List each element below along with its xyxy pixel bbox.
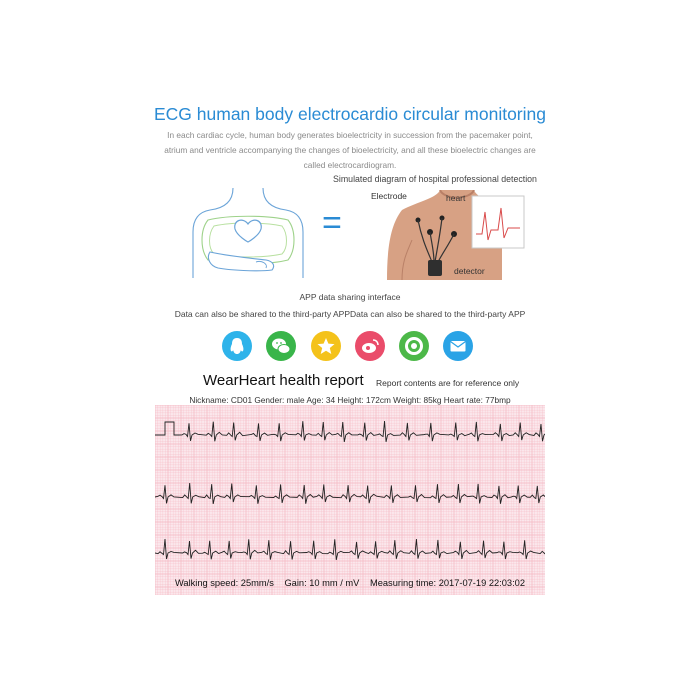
ecg-paper — [155, 405, 545, 595]
wechat-icon[interactable] — [266, 331, 296, 361]
report-note: Report contents are for reference only — [376, 378, 520, 388]
intro-line-1: In each cardiac cycle, human body generates bioelectricity in succession from the pacemaker point, — [167, 130, 533, 140]
equals-sign: = — [322, 204, 342, 242]
qq-penguin-icon[interactable] — [222, 331, 252, 361]
measurement-footer — [155, 578, 545, 588]
heart-label: heart — [446, 193, 466, 203]
intro-line-3: called electrocardiogram. — [303, 160, 397, 170]
body-outline-illustration — [188, 180, 308, 280]
moments-icon[interactable] — [399, 331, 429, 361]
mail-icon[interactable] — [443, 331, 473, 361]
gain: Gain: 10 mm / mV — [284, 578, 360, 588]
electrode-label: Electrode — [371, 191, 407, 201]
walking-speed: Walking speed: 25mm/s — [174, 578, 274, 588]
measuring-time: Measuring time: 2017-07-19 22:03:02 — [369, 578, 526, 588]
sharing-description: Data can also be shared to the third-party APPData can also be shared to the third-party APP — [174, 309, 526, 319]
report-title: WearHeart health report — [203, 372, 364, 389]
sharing-title: APP data sharing interface — [299, 292, 401, 302]
page-title: ECG human body electrocardio circular monitoring — [154, 104, 546, 124]
detector-label: detector — [454, 266, 485, 276]
intro-line-2: atrium and ventricle accompanying the changes of bioelectricity, and all these bioelectric changes are — [164, 145, 536, 155]
weibo-icon[interactable] — [355, 331, 385, 361]
star-icon[interactable] — [311, 331, 341, 361]
simulation-caption: Simulated diagram of hospital professional detection — [333, 174, 537, 184]
patient-info: Nickname: CD01 Gender: male Age: 34 Height: 172cm Weight: 85kg Heart rate: 77bmp — [189, 395, 511, 405]
